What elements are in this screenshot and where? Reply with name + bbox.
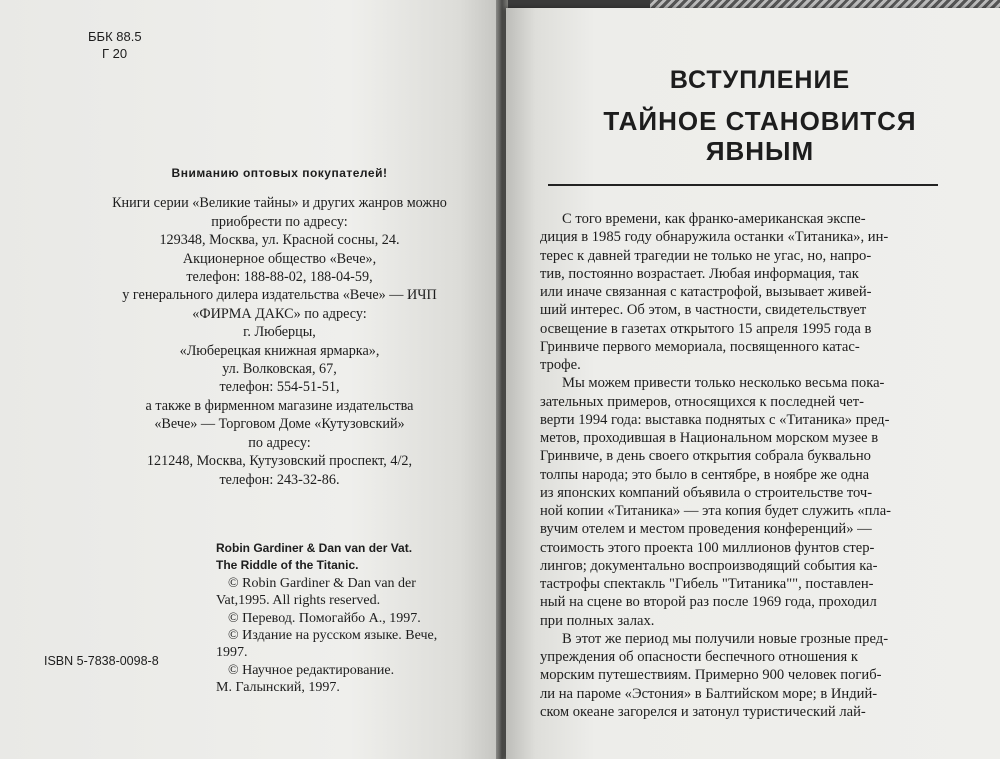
paragraph-line: упреждения об опасности беспечного отношения к [540,649,858,665]
text-line: телефон: 554-51-51, [219,379,340,396]
bbk-code: ББК 88.5 [88,29,142,44]
text-line: телефон: 188-88-02, 188-04-59, [186,269,373,286]
bleed-through-ghost-text [78,84,473,140]
text-line: Акционерное общество «Вече», [182,250,377,267]
text-line: «Люберецкая книжная ярмарка», [179,342,380,359]
paragraph-line: толпы народа; это было в сентябре, в ноябре же одна [540,466,870,483]
notice-heading: Вниманию оптовых покупателей! [171,166,388,180]
paragraph [540,374,942,630]
paragraph-line: морским путешествиям. Примерно 900 человек погиб- [540,667,882,684]
chapter-title-line: ЯВНЫМ [705,136,815,166]
paragraph-line: ный на сцене во второй раз после 1969 года, проходил [540,594,877,611]
paragraph-line: тив, постоянно возрастает. Любая информация, так [540,265,859,282]
text-line: Книги серии «Великие тайны» и других жанров можно [112,195,447,212]
paragraph-line: ной копии «Титаника» — эта копия будет служить «пла- [540,503,892,519]
copyright-line: © Издание на русском языке. Вече, [228,628,438,644]
paragraph-line: диция в 1985 году обнаружила останки «Титаника», ин- [540,229,889,246]
paragraph-line: при полных залах. [540,612,655,629]
chapter-label: ВСТУПЛЕНИЕ [669,66,851,94]
paragraph-line: В этот же период мы получили новые грозные пред- [562,630,889,647]
copyright-line: Vat,1995. All rights reserved. [216,593,381,609]
paragraph-line: трофе. [540,357,581,373]
copyright-block [216,540,476,697]
text-line: 121248, Москва, Кутузовский проспект, 4/2, [146,453,413,470]
text-line: приобрести по адресу: [211,213,348,230]
paragraph [540,630,942,721]
wholesale-notice [82,164,477,489]
paragraph-line: С того времени, как франко-американская экспе- [562,211,866,227]
text-line: телефон: 243-32-86. [219,471,340,488]
paragraph-line: ший интерес. Об этом, в частности, свидетельствует [540,302,867,319]
text-line: «ФИРМА ДАКС» по адресу: [192,305,367,322]
text-line: «Вече» — Торговом Доме «Кутузовский» [154,416,405,433]
paragraph-line: тастрофы спектакль "Гибель "Титаника"", поставлен- [540,576,874,592]
paragraph-line: ском океане загорелся и затонул туристический лай- [540,703,866,720]
chapter-title [560,106,960,166]
paragraph-line: Гринвиче первого мемориала, посвященного катас- [540,338,860,355]
paragraph-line: освещение в газетах открытого 15 апреля 1995 года в [540,320,872,337]
paragraph [540,210,942,374]
copyright-line: © Robin Gardiner & Dan van der [228,575,416,591]
paragraph-line: метов, проходившая в Национальном морском музее в [540,430,879,446]
notice-lines [82,194,477,489]
paragraph-line: верти 1994 года: выставка поднятых с «Титаника» пред- [540,411,890,428]
author-mark: Г 20 [102,46,128,61]
paragraph-line: зательных примеров, относящихся к последней чет- [540,393,865,410]
copyright-lines [216,575,476,697]
isbn: ISBN 5-7838-0098-8 [44,654,159,668]
paragraph-line: терес к давней трагедии не только не угас, но, напро- [540,247,872,264]
chapter-body [540,210,942,721]
classification-codes [88,28,142,62]
original-authors: Robin Gardiner & Dan van der Vat. [216,541,413,555]
copyright-line: 1997. [216,645,248,661]
paragraph-line: стоимость этого проекта 100 миллионов фунтов стер- [540,539,875,556]
paragraph-line: или иначе связанная с катастрофой, вызывает живей- [540,284,872,300]
paragraph-line: ли на пароме «Эстония» в Балтийском море; в Индий- [540,685,878,702]
paragraph-line: Гринвиче, в день своего открытия собрала буквально [540,448,871,465]
text-line: а также в фирменном магазине издательства [145,397,414,414]
text-line: г. Люберцы, [243,324,316,341]
text-line: ул. Волковская, 67, [222,361,337,378]
title-divider [548,184,938,186]
chapter-title-line: ТАЙНОЕ СТАНОВИТСЯ [603,106,917,136]
paragraph-line: лингов; документально воспроизводящий события ка- [540,557,878,574]
text-line: по адресу: [248,434,311,451]
copyright-line: © Перевод. Помогайбо А., 1997. [228,610,421,626]
text-line: 129348, Москва, ул. Красной сосны, 24. [159,232,400,249]
copyright-line: М. Галынский, 1997. [216,680,340,696]
paragraph-line: вучим отелем и местом проведения конференций» — [540,521,872,538]
original-title: The Riddle of the Titanic. [216,558,359,573]
copyright-line: © Научное редактирование. [228,662,395,678]
text-line: у генерального дилера издательства «Вече» — ИЧП [122,287,437,304]
paragraph-line: из японских компаний объявила о строительстве точ- [540,484,873,501]
paragraph-line: Мы можем привести только несколько весьма пока- [562,375,885,392]
